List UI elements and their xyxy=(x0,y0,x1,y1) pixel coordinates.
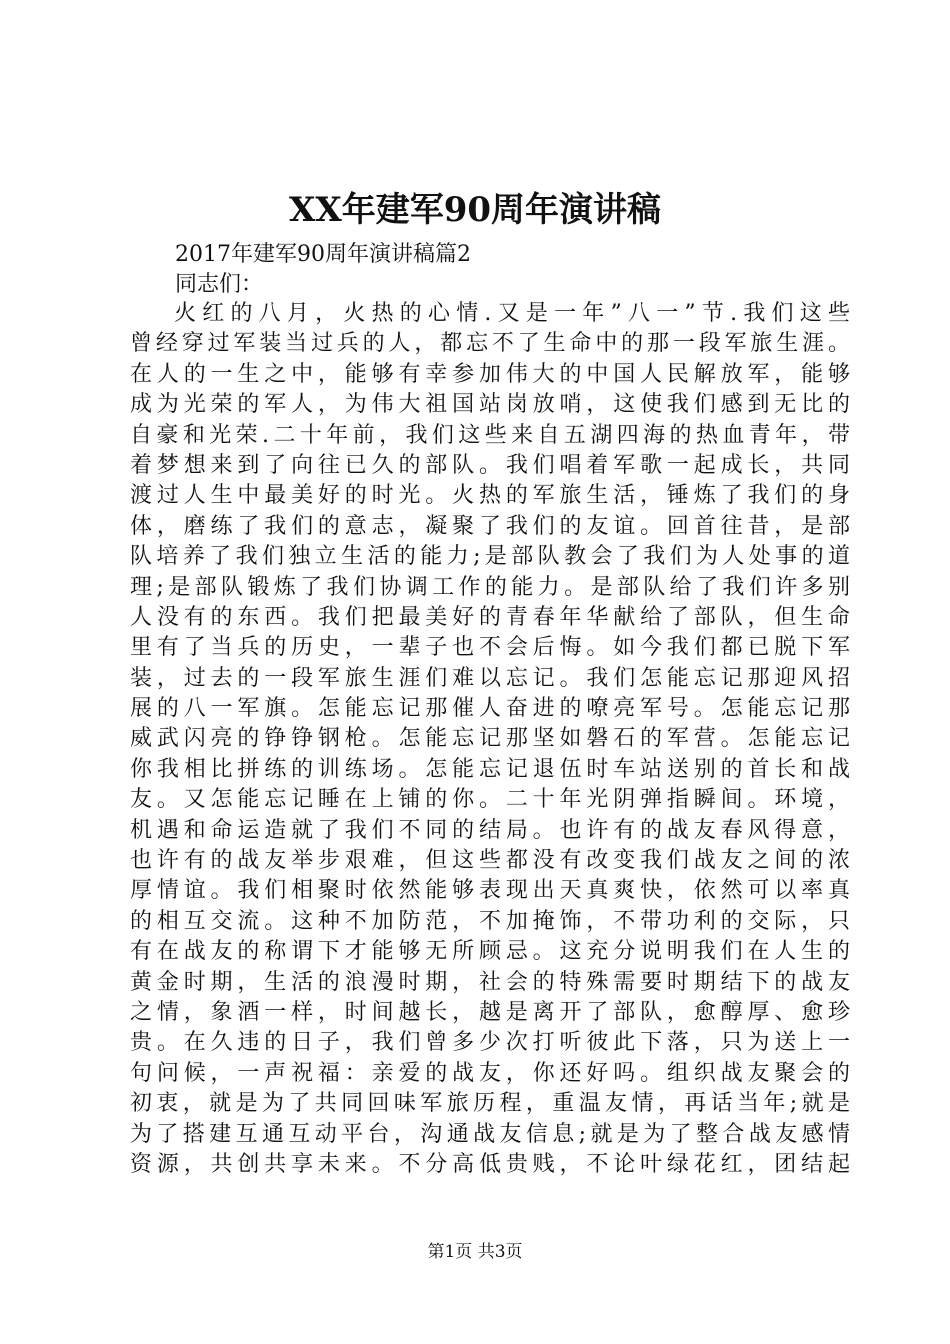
body-line: 自豪和光荣.二十年前，我们这些来自五湖四海的热血青年，带 xyxy=(130,422,850,448)
body-line: 装，过去的一段军旅生涯们难以忘记。我们怎能忘记那迎风招 xyxy=(130,665,850,691)
body-line: 威武闪亮的铮铮钢枪。怎能忘记那坚如磐石的军营。怎能忘记 xyxy=(130,726,850,752)
salutation: 同志们： xyxy=(175,272,264,297)
document-title: XX年建军90周年演讲稿 xyxy=(288,190,662,230)
body-line: 贵。在久违的日子，我们曾多少次打听彼此下落，只为送上一 xyxy=(130,1030,850,1056)
body-line: 队培养了我们独立生活的能力;是部队教会了我们为人处事的道 xyxy=(130,544,850,570)
document-subtitle: 2017年建军90周年演讲稿篇2 xyxy=(175,242,471,267)
page-footer: 第1页 共3页 xyxy=(427,1242,523,1262)
body-line: 为了搭建互通互动平台，沟通战友信息;就是为了整合战友感情 xyxy=(130,1121,850,1147)
body-line: 着梦想来到了向往已久的部队。我们唱着军歌一起成长，共同 xyxy=(130,452,850,478)
body-line: 初衷，就是为了共同回味军旅历程，重温友情，再话当年;就是 xyxy=(130,1091,850,1117)
body-line: 人没有的东西。我们把最美好的青春年华献给了部队，但生命 xyxy=(130,604,850,630)
body-line: 在人的一生之中，能够有幸参加伟大的中国人民解放军，能够 xyxy=(130,361,850,387)
body-text xyxy=(130,299,850,1180)
body-line: 里有了当兵的历史，一辈子也不会后悔。如今我们都已脱下军 xyxy=(130,635,850,661)
body-line: 成为光荣的军人，为伟大祖国站岗放哨，这使我们感到无比的 xyxy=(130,392,850,418)
body-line: 友。又怎能忘记睡在上铺的你。二十年光阴弹指瞬间。环境， xyxy=(130,787,850,813)
body-line: 理;是部队锻炼了我们协调工作的能力。是部队给了我们许多别 xyxy=(130,574,850,600)
body-line: 之情，象酒一样，时间越长，越是离开了部队，愈醇厚、愈珍 xyxy=(130,999,850,1025)
body-line: 机遇和命运造就了我们不同的结局。也许有的战友春风得意， xyxy=(130,817,850,843)
body-line: 黄金时期，生活的浪漫时期，社会的特殊需要时期结下的战友 xyxy=(130,969,850,995)
body-line: 渡过人生中最美好的时光。火热的军旅生活，锤炼了我们的身 xyxy=(130,483,850,509)
body-line: 火红的八月，火热的心情.又是一年”八一”节.我们这些 xyxy=(174,301,850,326)
body-line: 体，磨练了我们的意志，凝聚了我们的友谊。回首往昔，是部 xyxy=(130,513,850,539)
body-line: 你我相比拼练的训练场。怎能忘记退伍时车站送别的首长和战 xyxy=(130,756,850,782)
body-line: 展的八一军旗。怎能忘记那催人奋进的嘹亮军号。怎能忘记那 xyxy=(130,696,850,722)
body-line: 资源，共创共享未来。不分高低贵贱，不论叶绿花红，团结起 xyxy=(130,1151,850,1177)
body-line: 厚情谊。我们相聚时依然能够表现出天真爽快，依然可以率真 xyxy=(130,878,850,904)
body-line: 句问候，一声祝福：亲爱的战友，你还好吗。组织战友聚会的 xyxy=(130,1060,850,1086)
body-line: 有在战友的称谓下才能够无所顾忌。这充分说明我们在人生的 xyxy=(130,939,850,965)
body-line: 的相互交流。这种不加防范，不加掩饰，不带功利的交际，只 xyxy=(130,908,850,934)
body-line: 也许有的战友举步艰难，但这些都没有改变我们战友之间的浓 xyxy=(130,848,850,874)
body-line: 曾经穿过军装当过兵的人，都忘不了生命中的那一段军旅生涯。 xyxy=(130,331,850,357)
